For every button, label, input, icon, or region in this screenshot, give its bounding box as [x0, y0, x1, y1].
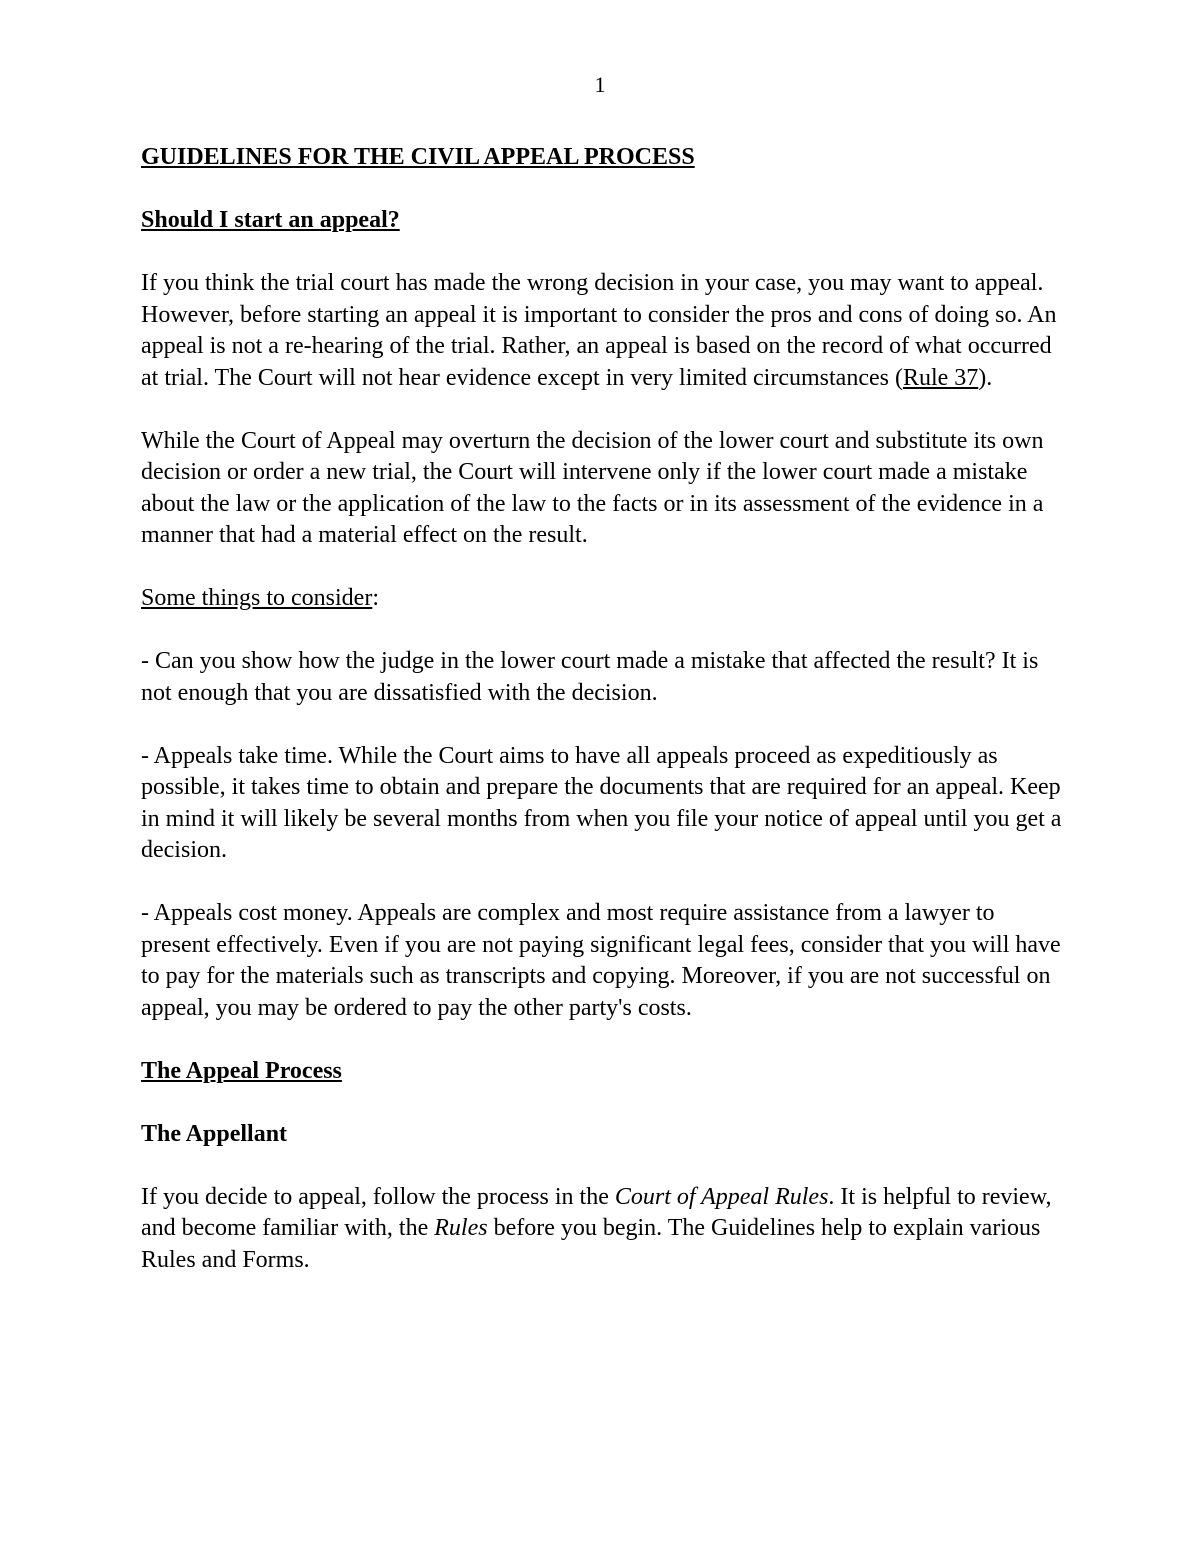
appellant-text-1: If you decide to appeal, follow the process in the: [141, 1183, 615, 1210]
section-heading-appeal-process: The Appeal Process: [141, 1057, 342, 1084]
document-body: [141, 142, 1066, 1308]
intro-text-end: ).: [978, 364, 993, 391]
consider-label: Some things to consider: [141, 585, 373, 611]
document-title: GUIDELINES FOR THE CIVIL APPEAL PROCESS: [141, 144, 695, 170]
rules-title: Rules: [434, 1215, 488, 1241]
section-heading-should-i-appeal: Should I start an appeal?: [141, 207, 400, 233]
rule-37-link[interactable]: Rule 37: [902, 364, 979, 391]
list-item-cost: - Appeals cost money. Appeals are complex and most require assistance from a lawyer to present effectively. Even if you are not paying significant legal fees, consider that you will have to pay for the materials such as transcripts and copying. Moreover, if you are not successful on appeal, you may be ordered to pay the other party's costs.: [141, 900, 1061, 1021]
intro-paragraph: [141, 268, 1066, 394]
appellant-text-3: before you begin. The Guidelines help to explain various Rules and Forms.: [141, 1215, 1041, 1273]
list-item-mistake: - Can you show how the judge in the lower court made a mistake that affected the result? It is not enough that you are dissatisfied with the decision.: [141, 648, 1039, 706]
consider-colon: :: [372, 585, 379, 611]
list-item-time: - Appeals take time. While the Court aims to have all appeals proceed as expeditiously as possible, it takes time to obtain and prepare the documents that are required for an appeal. Keep in mind it will likely be several months from when you file your notice of appeal until you get a decision.: [141, 742, 1062, 863]
subheading-appellant: The Appellant: [141, 1120, 288, 1147]
intro-text: If you think the trial court has made the wrong decision in your case, you may want to appeal. However, before starting an appeal it is important to consider the pros and cons of doing so. An appeal is not a re-hearing of the trial. Rather, an appeal is based on the record of what occurred at trial. The Court will not hear evidence except in very limited circumstances (: [141, 270, 1057, 391]
appellant-text-2: . It is helpful to review, and become familiar with, the: [141, 1183, 1052, 1241]
consider-label-paragraph: [141, 583, 1066, 615]
page-number: 1: [594, 72, 606, 97]
court-of-appeal-rules-title: Court of Appeal Rules: [614, 1183, 829, 1210]
court-intervention-paragraph: While the Court of Appeal may overturn the decision of the lower court and substitute its own decision or order a new trial, the Court will intervene only if the lower court made a mistake about the law or the application of the law to the facts or in its assessment of the evidence in a manner that had a material effect on the result.: [141, 427, 1044, 548]
appellant-paragraph: [141, 1182, 1066, 1277]
